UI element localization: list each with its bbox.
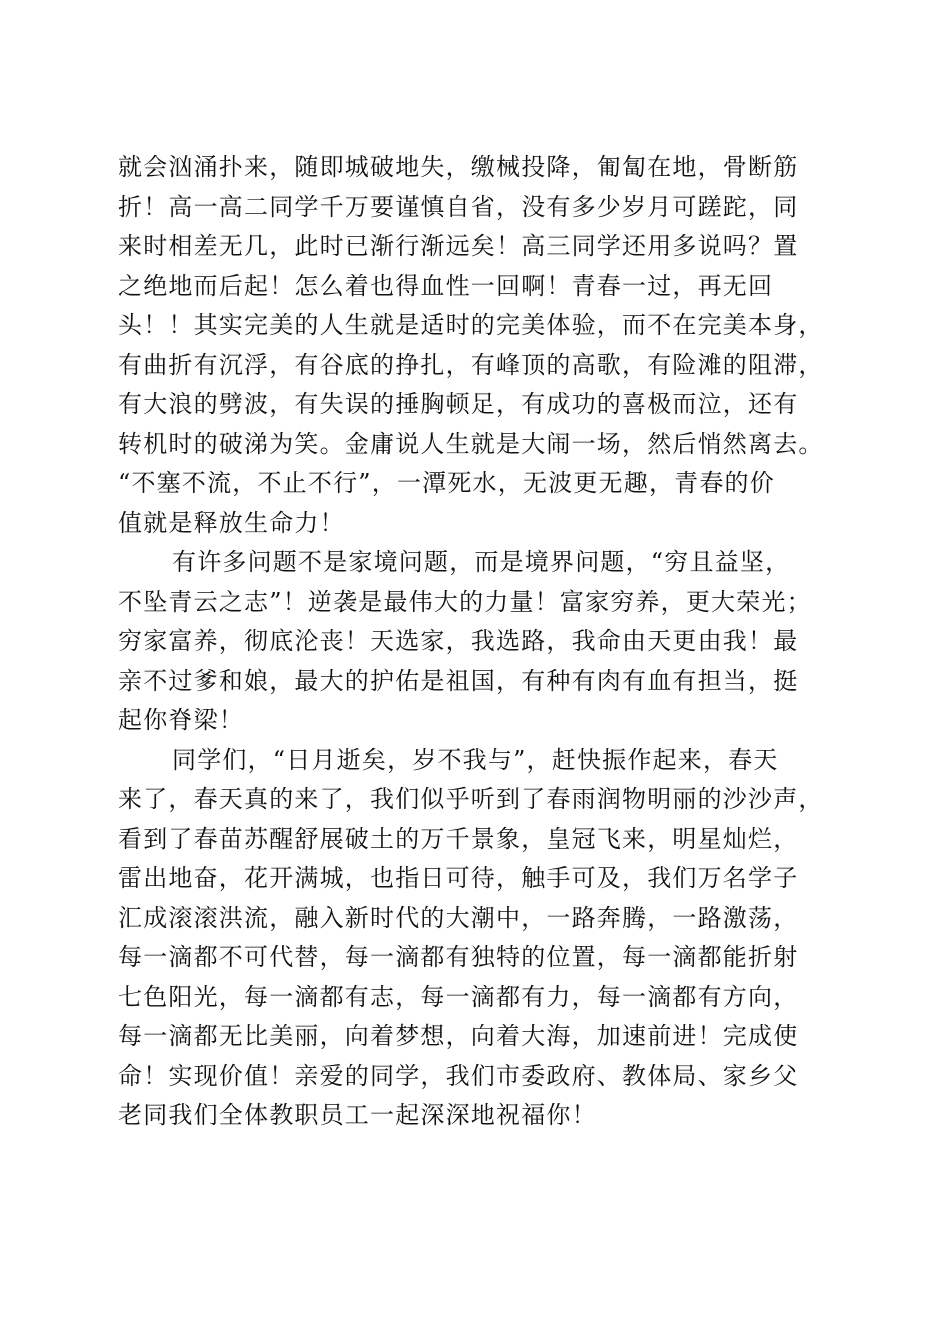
text-line: 折！高一高二同学千万要谨慎自省，没有多少岁月可蹉跎，同 xyxy=(118,192,799,221)
paragraph-1 xyxy=(118,148,834,543)
text-line: 起你脊梁！ xyxy=(118,706,244,734)
text-line: 每一滴都不可代替，每一滴都有独特的位置，每一滴都能折射 xyxy=(118,943,799,971)
paragraph-3 xyxy=(118,741,834,1136)
text-line: 就会汹涌扑来，随即城破地失，缴械投降，匍匐在地，骨断筋 xyxy=(118,153,799,181)
text-line: 不坠青云之志”！逆袭是最伟大的力量！富家穷养，更大荣光； xyxy=(118,587,812,616)
text-line: 来时相差无几，此时已渐行渐远矣！高三同学还用多说吗？置 xyxy=(118,232,799,260)
text-line: 命！实现价值！亲爱的同学，我们市委政府、教体局、家乡父 xyxy=(118,1061,799,1090)
text-line: 来了，春天真的来了，我们似乎听到了春雨润物明丽的沙沙声， xyxy=(118,785,824,813)
text-line: 头！！其实完美的人生就是适时的完美体验，而不在完美本身， xyxy=(118,311,824,339)
text-line: 转机时的破涕为笑。金庸说人生就是大闹一场，然后悄然离去。 xyxy=(118,429,824,458)
text-line: 有曲折有沉浮，有谷底的挣扎，有峰顶的高歌，有险滩的阻滞， xyxy=(118,350,824,379)
text-line: 有大浪的劈波，有失误的捶胸顿足，有成功的喜极而泣，还有 xyxy=(118,390,799,418)
text-line: 有许多问题不是家境问题，而是境界问题，“穷且益坚， xyxy=(172,548,791,576)
text-line: 同学们，“日月逝矣，岁不我与”，赶快振作起来，春天 xyxy=(172,745,779,774)
paragraph-2 xyxy=(118,543,834,741)
text-line: 穷家富养，彻底沦丧！天选家，我选路，我命由天更由我！最 xyxy=(118,627,799,655)
text-line: 亲不过爹和娘，最大的护佑是祖国，有种有肉有血有担当，挺 xyxy=(118,666,799,695)
text-line: 每一滴都无比美丽，向着梦想，向着大海，加速前进！完成使 xyxy=(118,1022,799,1050)
text-line: 看到了春苗苏醒舒展破土的万千景象，皇冠飞来，明星灿烂， xyxy=(118,824,799,853)
document-body xyxy=(118,148,834,1136)
text-line: “不塞不流，不止不行”，一潭死水，无波更无趣，青春的价 xyxy=(118,469,775,497)
text-line: 雷出地奋，花开满城，也指日可待，触手可及，我们万名学子 xyxy=(118,864,799,892)
text-line: 值就是释放生命力！ xyxy=(118,508,345,537)
text-line: 老同我们全体教职员工一起深深地祝福你！ xyxy=(118,1101,597,1129)
text-line: 七色阳光，每一滴都有志，每一滴都有力，每一滴都有方向， xyxy=(118,982,799,1011)
text-line: 汇成滚滚洪流，融入新时代的大潮中，一路奔腾，一路激荡， xyxy=(118,903,799,932)
text-line: 之绝地而后起！怎么着也得血性一回啊！青春一过，再无回 xyxy=(118,271,774,300)
